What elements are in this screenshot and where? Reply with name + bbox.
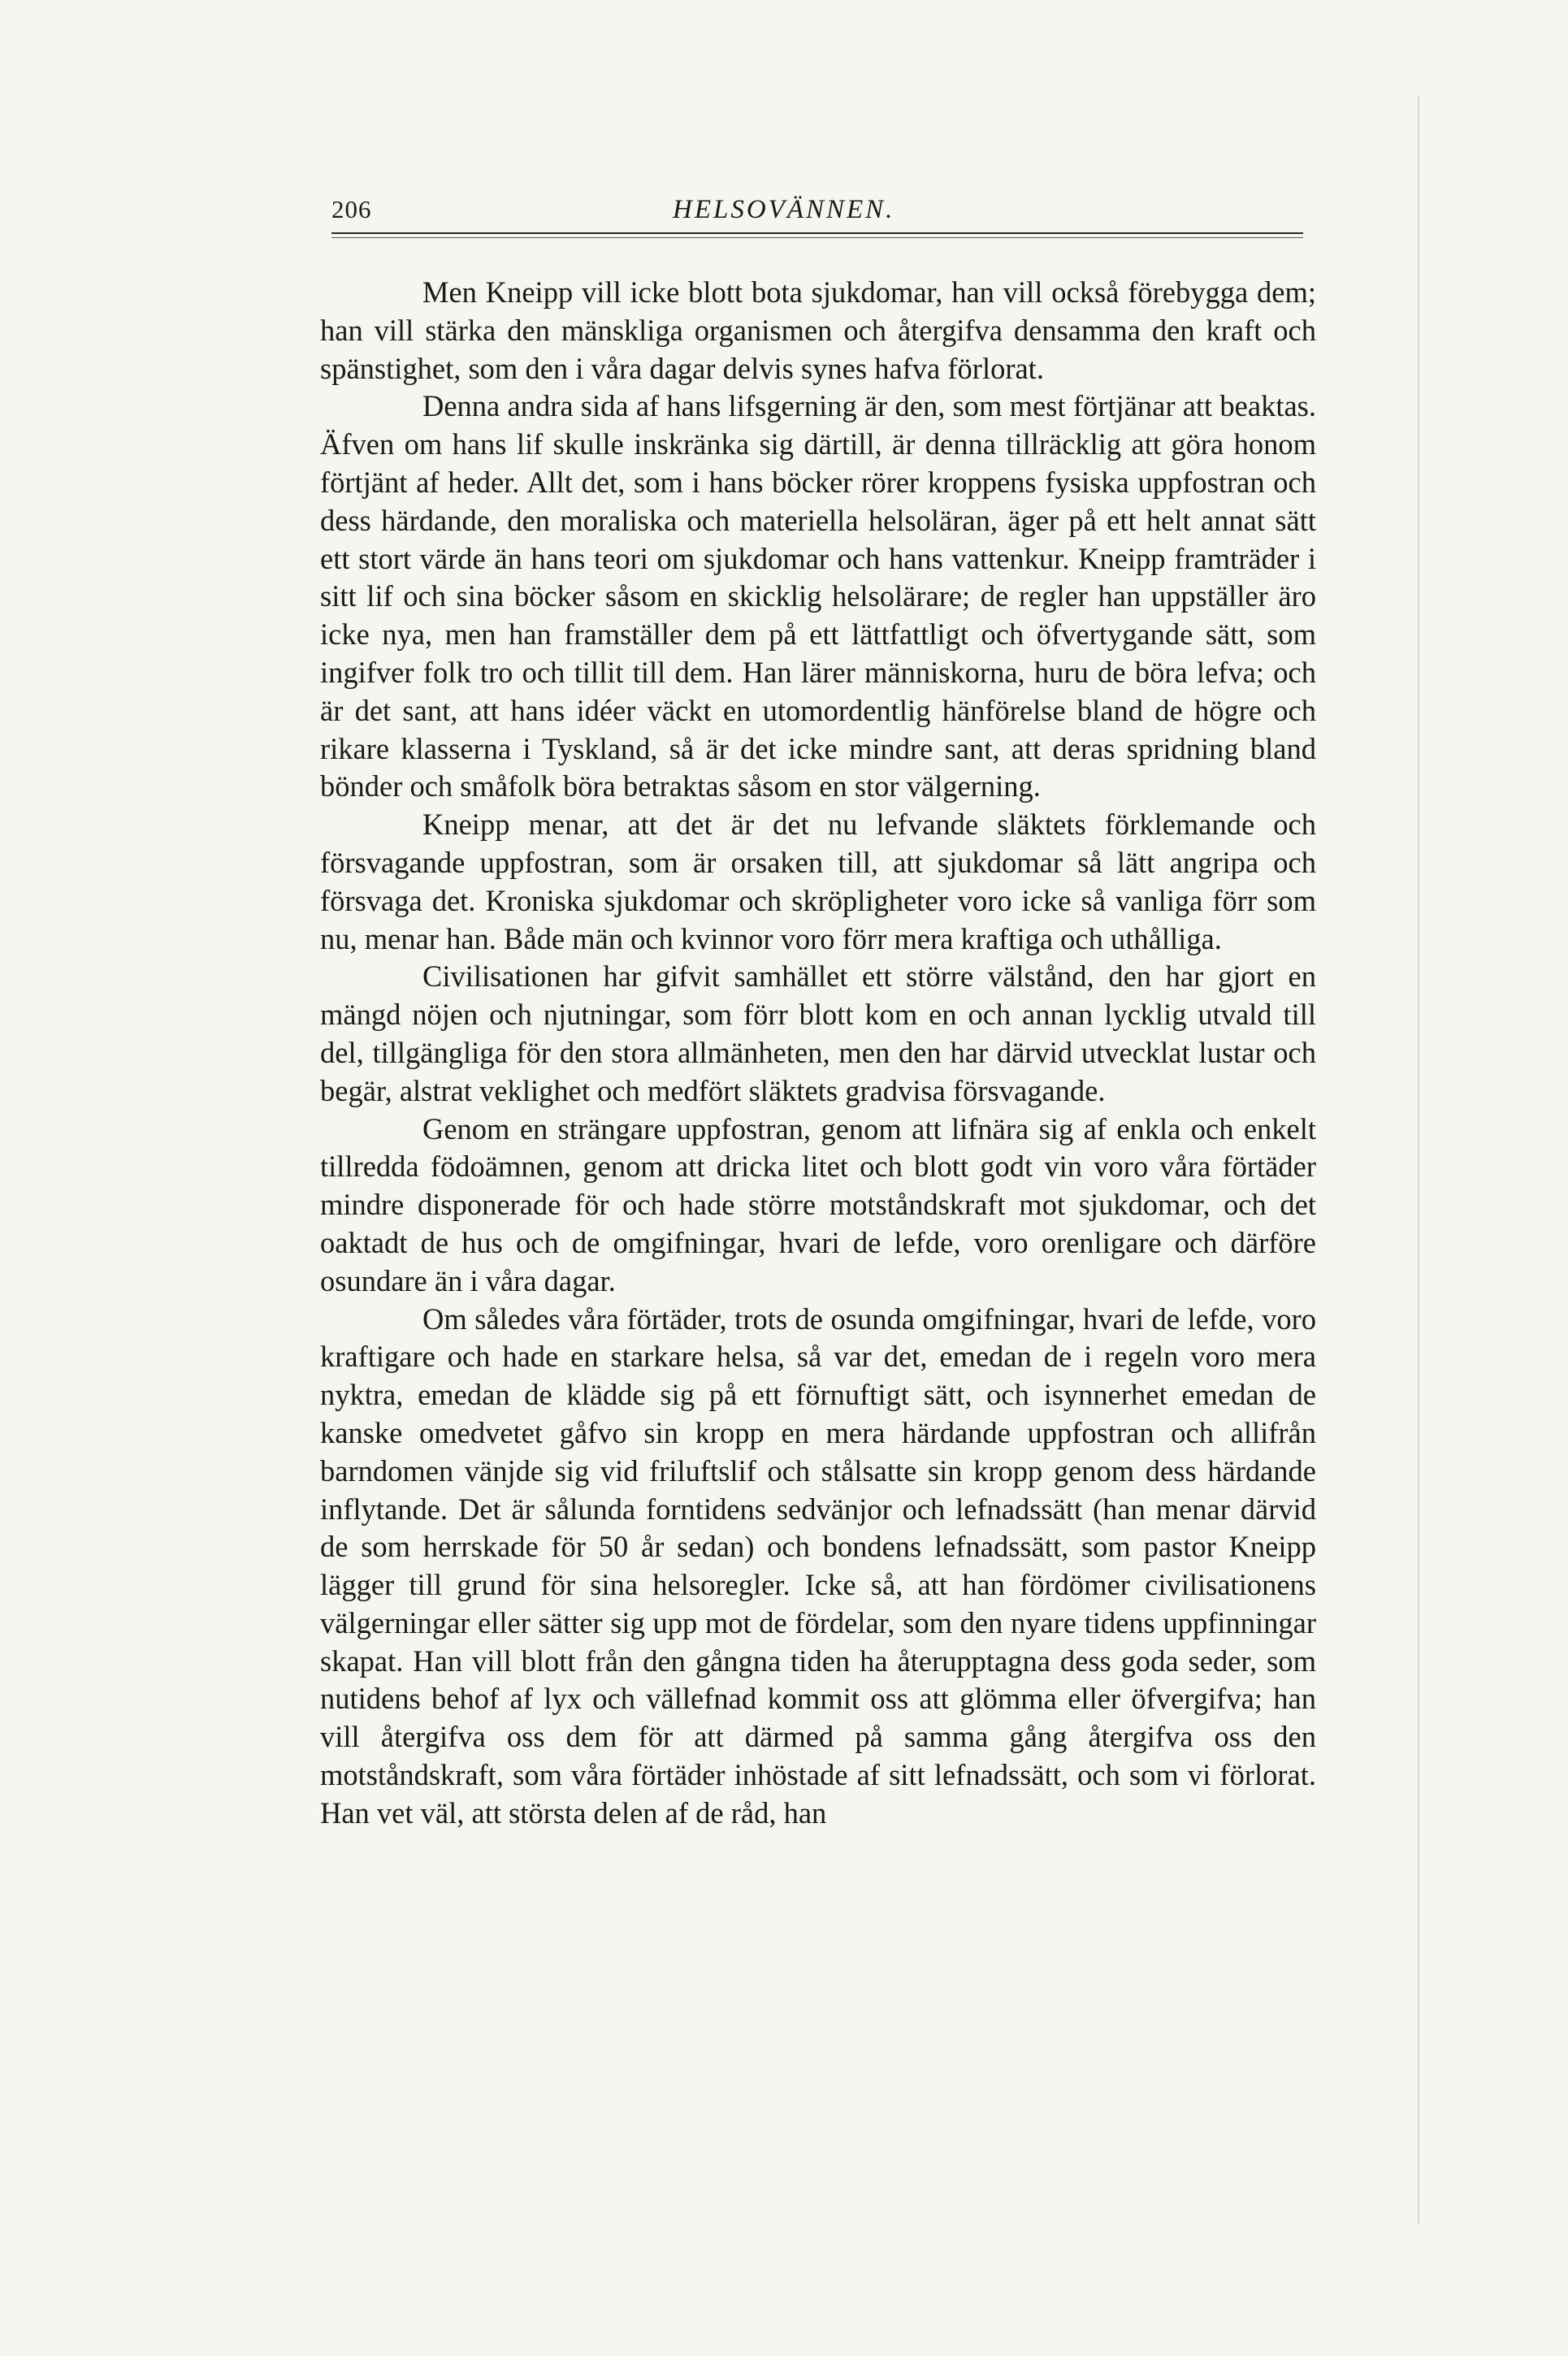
page-edge-shadow <box>1418 96 1419 2224</box>
page-header <box>331 195 1303 244</box>
paragraph: Genom en strängare uppfostran, genom att lifnära sig af enkla och enkelt tillredda födoämnen, genom att dricka litet och blott godt vin voro våra förtäder mindre disponerade för och hade större motståndskraft mot sjukdomar, och det oaktadt de hus och de omgifningar, hvari de lefde, voro orenligare och därföre osundare än i våra dagar. <box>320 1111 1316 1297</box>
header-rule <box>331 232 1303 234</box>
paragraph: Kneipp menar, att det är det nu lefvande släktets förklemande och försvagande uppfostran, som är orsaken till, att sjukdomar så lätt angripa och försvaga det. Kroniska sjukdomar och skröpligheter voro icke så vanliga förr som nu, menar han. Både män och kvinnor voro förr mera kraftiga och uthålliga. <box>320 808 1316 955</box>
running-head: HELSOVÄNNEN. <box>673 195 895 224</box>
paragraph: Om således våra förtäder, trots de osunda omgifningar, hvari de lefde, voro kraftigare och hade en starkare helsa, så var det, emedan de i regeln voro mera nyktra, emedan de klädde sig på ett förnuftigt sätt, och isynnerhet emedan de kanske omedvetet gåfvo sin kropp en mera härdande uppfostran och allifrån barndomen vänjde sig vid friluftslif och stålsatte sin kropp genom dess härdande inflytande. Det är sålunda forntidens sedvänjor och lefnadssätt (han menar därvid de som herrskade för 50 år sedan) och bondens lefnadssätt, som pastor Kneipp lägger till grund för sina helsoregler. Icke så, att han fördömer civilisationens välgerningar eller sätter sig upp mot de fördelar, som den nyare tidens uppfinningar skapat. Han vill blott från den gångna tiden ha återupptagna dess goda seder, som nutidens behof af lyx och vällefnad kommit oss att glömma eller öfvergifva; han vill återgifva oss dem för att därmed på samma gång återgifva oss den motståndskraft, som våra förtäder inhöstade af sitt lefnadssätt, och som vi förlorat. Han vet väl, att största delen af de råd, han <box>320 1301 1316 1830</box>
paragraph: Civilisationen har gifvit samhället ett större välstånd, den har gjort en mängd nöjen och njutningar, som förr blott kom en och annan lycklig utvald till del, tillgängliga för den stora allmänheten, men den har därvid utvecklat lustar och begär, alstrat veklighet och medfört släktets gradvisa försvagande. <box>320 959 1316 1107</box>
page-number: 206 <box>331 195 372 223</box>
paragraph: Men Kneipp vill icke blott bota sjukdomar, han vill också förebygga dem; han vill stärka den mänskliga organismen och återgifva densamma den kraft och spänstighet, som den i våra dagar delvis synes hafva förlorat. <box>320 275 1316 385</box>
body-text <box>320 274 1316 1833</box>
paragraph: Denna andra sida af hans lifsgerning är den, som mest förtjänar att beaktas. Äfven om hans lif skulle inskränka sig därtill, är denna tillräcklig att göra honom förtjänt af heder. Allt det, som i hans böcker rörer kroppens fysiska uppfostran och dess härdande, den moraliska och materiella helsoläran, äger på ett helt annat sätt ett stort värde än hans teori om sjukdomar och hans vattenkur. Kneipp framträder i sitt lif och sina böcker såsom en skicklig helsolärare; de regler han uppställer äro icke nya, men han framställer dem på ett lättfattligt och öfvertygande sätt, som ingifver folk tro och tillit till dem. Han lärer människorna, huru de böra lefva; och är det sant, att hans idéer väckt en utomordentlig hänförelse bland de högre och rikare klasserna i Tyskland, så är det icke mindre sant, att deras spridning bland bönder och småfolk böra betraktas såsom en stor välgerning. <box>320 389 1316 803</box>
header-rule-thin <box>331 237 1303 238</box>
